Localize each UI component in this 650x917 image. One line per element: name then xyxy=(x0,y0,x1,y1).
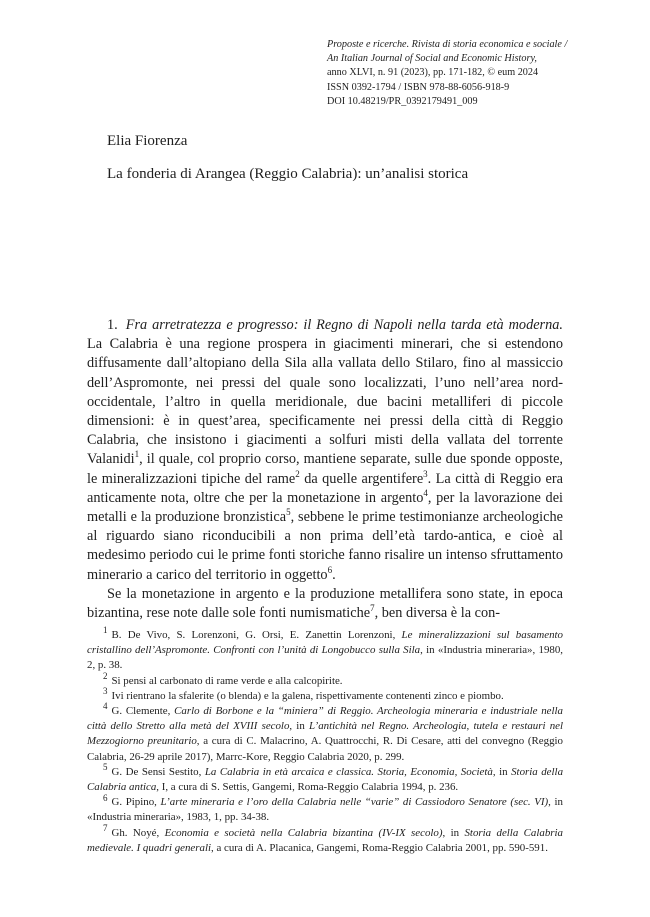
footnote-ref-5[interactable]: 5 xyxy=(286,507,291,518)
footnote-5: $^5$ G. De Sensi Sestito, La Calabria in età arcaica e classica. Storia, Economia, Società, in Storia della Calabria antica, I, a cura di S. Settis, Gangemi, Roma-Reggio Calabria 1994, p. 236. xyxy=(87,762,564,794)
section-heading: Fra arretratezza e progresso: il Regno di Napoli nella tarda età moderna. xyxy=(125,317,563,333)
journal-line-3: anno XLVI, n. 91 (2023), pp. 171-182, © eum 2024 xyxy=(327,67,539,79)
article-body xyxy=(87,316,563,623)
footnote-ref-6[interactable]: 6 xyxy=(327,564,333,575)
journal-line-2: An Italian Journal of Social and Economic History, xyxy=(327,53,537,65)
footnote-3: $^3$ Ivi rientrano la sfalerite (o blenda) e la galena, rispettivamente contenenti zinco e piombo. xyxy=(103,686,504,702)
footnotes xyxy=(87,625,564,856)
journal-line-5: DOI 10.48219/PR_0392179491_009 xyxy=(327,95,478,107)
journal-line-4: ISSN 0392-1794 / ISBN 978-88-6056-918-9 xyxy=(327,81,510,93)
footnote-2: $^2$ Si pensi al carbonato di rame verde e alla calcopirite. xyxy=(103,670,343,687)
section-number: 1. xyxy=(107,317,118,333)
paragraph-2: Se la monetazione in argento e la produzione metallifera sono state, in epoca bizantina, rese note dalle sole fonti numismatiche$^7$, ben diversa è la con- xyxy=(87,585,563,622)
footnote-ref-7[interactable]: 7 xyxy=(370,603,375,614)
footnote-1: $^1$ B. De Vivo, S. Lorenzoni, G. Orsi, E. Zanettin Lorenzoni, Le mineralizzazioni sul basamento cristallino dell’Aspromonte. Confronti con l’unità di Longobucco sulla Sila, in «Industria mineraria», 1980, 2, p. 38. xyxy=(87,625,564,672)
footnote-ref-1[interactable]: 1 xyxy=(134,449,140,460)
footnote-4: $^4$ G. Clemente, Carlo di Borbone e la “miniera” di Reggio. Archeologia mineraria e industriale nella città dello Stretto alla metà del XVIII secolo, in L’antichità nel Regno. Archeologia, tutela e restauri nel Mezzogiorno preunitario, a cura di C. Malacrino, A. Quattrocchi, R. Di Cesare, atti del convegno (Reggio Calabria, 26-29 aprile 2017), Marrc-Kore, Reggio Calabria 2020, p. 299. xyxy=(87,701,563,763)
footnote-7: $^7$ Gh. Noyé, Economia e società nella Calabria bizantina (IV-IX secolo), in Storia della Calabria medievale. I quadri generali, a cura di A. Placanica, Gangemi, Roma-Reggio Calabria 2001, pp. 590-591. xyxy=(87,823,563,854)
footnote-ref-4[interactable]: 4 xyxy=(423,488,428,499)
footnote-ref-2[interactable]: 2 xyxy=(295,468,300,479)
footnote-ref-3[interactable]: 3 xyxy=(423,468,428,479)
article-author: Elia Fiorenza xyxy=(107,133,188,149)
article-title: La fonderia di Arangea (Reggio Calabria): un’analisi storica xyxy=(107,166,469,182)
footnote-6: $^6$ G. Pipino, L’arte mineraria e l’oro della Calabria nelle “varie” di Cassiodoro Senatore (sec. VI), in «Industria mineraria», 1983, 1, pp. 34-38. xyxy=(87,792,563,824)
paragraph-1: 1. Fra arretratezza e progresso: il Regno di Napoli nella tarda età moderna. La Calabria è una regione prospera in giacimenti minerari, che si estendono diffusamente dall’altopiano della Sila alla vallata dello Stilaro, fino al massiccio dell’Aspromonte, nei pressi del quale sono localizzati, l’uno nell’area nord-occidentale, l’altro in quella meridionale, due bacini metalliferi di piccole dimensioni: è in quest’area, specificamente nei pressi della città di Reggio Calabria, che insistono i giacimenti a solfuri misti della vallata del torrente Valanidi$^1$, il quale, col proprio corso, mantiene separate, sulle due sponde opposte, le mineralizzazioni tipiche del rame$^2$ da quelle argentifere$^3$. La città di Reggio era anticamente nota, oltre che per la monetazione in argento$^4$, per la lavorazione dei metalli e la produzione bronzistica$^5$, sebbene le prime testimonianze archeologiche al riguardo siano riconducibili a non prima dell’età tardo-antica, e cioè al medesimo periodo cui le prime fonti storiche fanno risalire un intenso sfruttamento minerario a carico del territorio in oggetto$^6$. xyxy=(87,317,564,583)
journal-line-1: Proposte e ricerche. Rivista di storia economica e sociale / xyxy=(327,39,568,50)
journal-citation xyxy=(327,38,627,109)
para1-text: La Calabria è una regione prospera in giacimenti minerari, che si estendono diffusamente dall’altopiano della Sila alla vallata dello Stilaro, fino al massiccio dell’Aspromonte, nei pressi del quale sono localizzati, l’uno nell’area nord-occidentale, l’altro in quella meridionale, due bacini metalliferi di piccole dimensioni: è in quest’area, specificamente nei pressi della città di Reggio Calabria, che insistono i giacimenti a solfuri misti della vallata del torrente Valanidi xyxy=(87,336,563,468)
